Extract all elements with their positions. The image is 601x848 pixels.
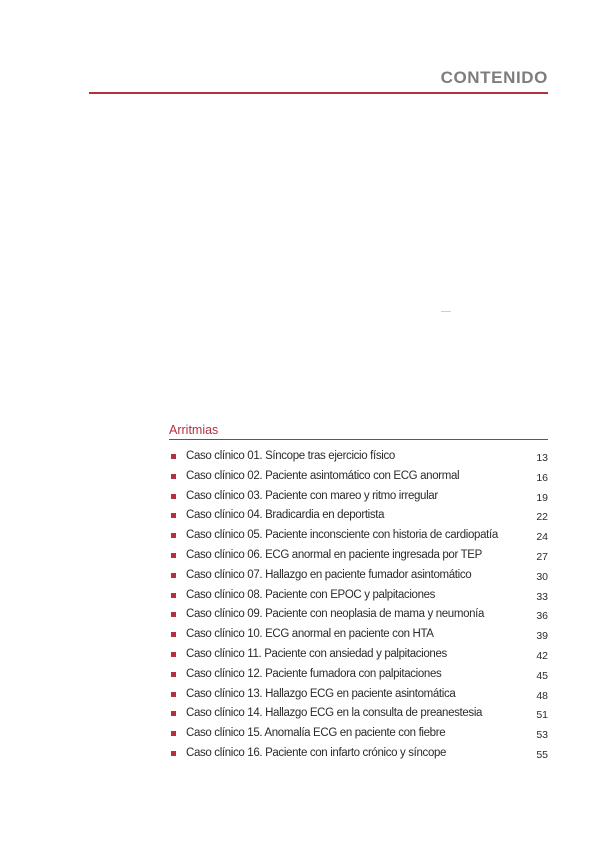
toc-list: [169, 448, 548, 765]
toc-item-label: Caso clínico 09. Paciente con neoplasia de mama y neumonía: [186, 608, 485, 621]
toc-item[interactable]: [169, 745, 548, 765]
toc-item[interactable]: [169, 527, 548, 547]
toc-item[interactable]: [169, 606, 548, 626]
section-divider: [169, 439, 548, 440]
toc-item[interactable]: [169, 448, 548, 468]
toc-item-page: 24: [536, 531, 548, 544]
toc-item-page: 13: [536, 452, 548, 464]
toc-item[interactable]: [169, 507, 548, 527]
toc-section-arritmias: [169, 422, 548, 765]
bullet-square-icon: [171, 454, 176, 459]
page-title: CONTENIDO: [440, 68, 548, 87]
toc-item-label: Caso clínico 16. Paciente con infarto crónico y síncope: [186, 746, 447, 759]
toc-item-page: 16: [536, 471, 548, 484]
bullet-square-icon: [171, 533, 176, 538]
toc-item[interactable]: [169, 725, 548, 745]
toc-item-page: 19: [536, 491, 548, 504]
toc-item-page: 42: [536, 649, 548, 662]
toc-item-page: 33: [536, 590, 548, 603]
toc-item-label: Caso clínico 01. Síncope tras ejercicio físico: [186, 450, 395, 462]
toc-item[interactable]: [169, 468, 548, 488]
toc-item-page: 53: [536, 729, 548, 742]
bullet-square-icon: [171, 692, 176, 697]
bullet-square-icon: [171, 573, 176, 578]
toc-item-page: 51: [536, 709, 548, 722]
toc-item-label: Caso clínico 11. Paciente con ansiedad y palpitaciones: [186, 647, 447, 660]
toc-item-page: 22: [536, 511, 548, 524]
toc-item[interactable]: [169, 686, 548, 706]
toc-item[interactable]: [169, 666, 548, 686]
bullet-square-icon: [171, 494, 176, 499]
toc-item-page: 30: [536, 570, 548, 583]
bullet-square-icon: [171, 731, 176, 736]
toc-item[interactable]: [169, 547, 548, 567]
toc-item-page: 55: [536, 748, 548, 761]
toc-item-label: Caso clínico 04. Bradicardia en deportista: [186, 509, 385, 522]
toc-item-page: 45: [536, 669, 548, 682]
toc-item[interactable]: [169, 705, 548, 725]
decorative-mark: [441, 311, 451, 312]
toc-item-page: 27: [536, 550, 548, 563]
toc-item[interactable]: [169, 626, 548, 646]
toc-item-label: Caso clínico 06. ECG anormal en paciente ingresada por TEP: [186, 548, 482, 561]
toc-item-label: Caso clínico 13. Hallazgo ECG en paciente asintomática: [186, 687, 456, 700]
toc-item-label: Caso clínico 07. Hallazgo en paciente fumador asintomático: [186, 568, 472, 581]
bullet-square-icon: [171, 474, 176, 479]
toc-item-page: 39: [536, 630, 548, 643]
section-title: Arritmias: [169, 423, 219, 437]
toc-item-label: Caso clínico 02. Paciente asintomático con ECG anormal: [186, 469, 460, 482]
bullet-square-icon: [171, 553, 176, 558]
toc-item-label: Caso clínico 03. Paciente con mareo y ritmo irregular: [186, 489, 438, 502]
bullet-square-icon: [171, 652, 176, 657]
toc-item[interactable]: [169, 488, 548, 508]
toc-item[interactable]: [169, 567, 548, 587]
toc-item[interactable]: [169, 646, 548, 666]
bullet-square-icon: [171, 672, 176, 677]
toc-item-label: Caso clínico 08. Paciente con EPOC y palpitaciones: [186, 588, 436, 601]
toc-item-page: 36: [536, 610, 548, 623]
toc-item-label: Caso clínico 15. Anomalía ECG en paciente con fiebre: [186, 727, 446, 740]
title-divider: [89, 92, 548, 94]
bullet-square-icon: [171, 593, 176, 598]
toc-item-label: Caso clínico 12. Paciente fumadora con palpitaciones: [186, 667, 442, 680]
bullet-square-icon: [171, 632, 176, 637]
bullet-square-icon: [171, 751, 176, 756]
bullet-square-icon: [171, 711, 176, 716]
toc-item-label: Caso clínico 14. Hallazgo ECG en la consulta de preanestesia: [186, 707, 483, 720]
toc-item-label: Caso clínico 05. Paciente inconsciente con historia de cardiopatía: [186, 529, 498, 542]
bullet-square-icon: [171, 612, 176, 617]
toc-item[interactable]: [169, 587, 548, 607]
toc-item-page: 48: [536, 689, 548, 702]
bullet-square-icon: [171, 513, 176, 518]
toc-item-label: Caso clínico 10. ECG anormal en paciente con HTA: [186, 628, 434, 641]
